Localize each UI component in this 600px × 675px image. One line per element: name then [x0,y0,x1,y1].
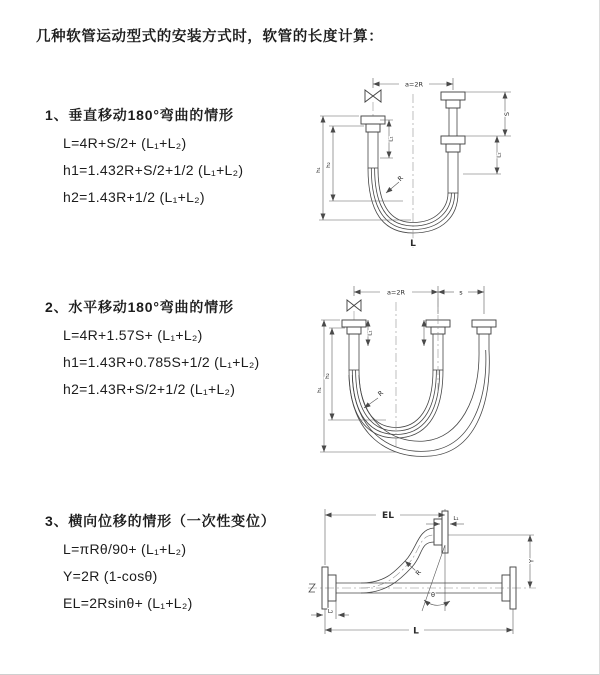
radius-callout [364,389,385,408]
formula-h2: h2=1.43R+1/2 (L₁+L₂) [63,188,205,205]
left-pipe [361,116,385,168]
braided-hose-section [448,152,458,193]
l1-label: L₁ [453,516,459,522]
formula-l: L=4R+1.57S+ (L₁+L₂) [63,326,203,343]
formula-l: L=πRθ/90+ (L₁+L₂) [63,540,187,557]
diagram-horizontal-bend [316,280,525,464]
moving-pipe-position-2 [472,320,496,350]
l1-label: L₁ [388,136,395,142]
diagram-lateral-displacement [306,503,540,642]
formula-y: Y=2R (1-cosθ) [63,567,158,584]
flange [441,136,465,144]
dimension-span-a2r [373,78,453,90]
angle-theta [422,545,450,611]
formula-h1: h1=1.432R+S/2+1/2 (L₁+L₂) [63,161,244,178]
braided-hose-section [368,132,378,168]
h1-label: h₁ [317,387,323,393]
h2-label: h₂ [326,162,332,168]
flange-collar [446,144,460,152]
u-bend-hose-position-2 [349,350,489,456]
formula-h2: h2=1.43R+S/2+1/2 (L₁+L₂) [63,380,236,397]
l2-label: L₂ [327,609,334,615]
flange-collar [347,327,361,334]
flange-collar [477,327,491,334]
dim-s-label: s [459,288,463,297]
radius-label: R [376,388,386,398]
dimension-y [448,535,536,588]
section-3-heading: 3、横向位移的情形（一次性变位） [45,513,276,529]
theta-label: θ [431,591,435,599]
dimension-el [325,509,445,565]
dimension-l2 [463,136,503,174]
radius-label: R [413,568,423,578]
dimension-l2 [311,601,349,619]
l1-label: L₁ [367,330,374,336]
l-label: L [413,626,419,637]
section-1-heading: 1、垂直移动180°弯曲的情形 [45,107,234,123]
fixed-pipe [342,320,366,370]
length-label: L [410,239,416,249]
page-title: 几种软管运动型式的安装方式时，软管的长度计算： [36,29,384,45]
y-label: Y [527,559,536,563]
formula-h1: h1=1.43R+0.785S+1/2 (L₁+L₂) [63,353,260,370]
upper-fitting [434,511,448,553]
diagram-vertical-bend [313,70,520,257]
radius-callout [405,561,423,577]
section-horizontal-bend [45,298,260,398]
radius-label: R [396,174,406,184]
dimension-l1 [426,516,464,524]
l2-label: L₂ [496,152,503,158]
dimension-l [325,609,513,637]
flange-hub [434,519,442,545]
valve-icon [347,300,361,311]
dimension-span-a2r [354,286,484,314]
h2-label: h₂ [325,373,331,379]
h1-label: h₁ [316,167,322,173]
section-vertical-bend [45,106,243,206]
dim-a2r-label: a=2R [404,80,424,89]
formula-el: EL=2Rsinθ+ (L₁+L₂) [63,594,193,611]
dimension-l1 [380,120,395,158]
section-2-heading: 2、水平移动180°弯曲的情形 [45,299,234,315]
formula-l: L=4R+S/2+ (L₁+L₂) [63,134,187,151]
valve-icon [365,90,381,102]
flange [472,320,496,327]
flange-collar [446,100,460,108]
right-pipe [441,92,465,193]
flange [342,320,366,327]
radius-callout [386,174,405,193]
dim-a2r-label: a=2R [386,288,406,297]
s-label: S [503,111,511,117]
braided-hose-section [349,334,359,370]
flange-collar [366,124,380,132]
el-label: EL [382,511,394,521]
section-lateral-displacement [45,512,276,612]
dimension-s [465,92,511,136]
flange [441,92,465,100]
